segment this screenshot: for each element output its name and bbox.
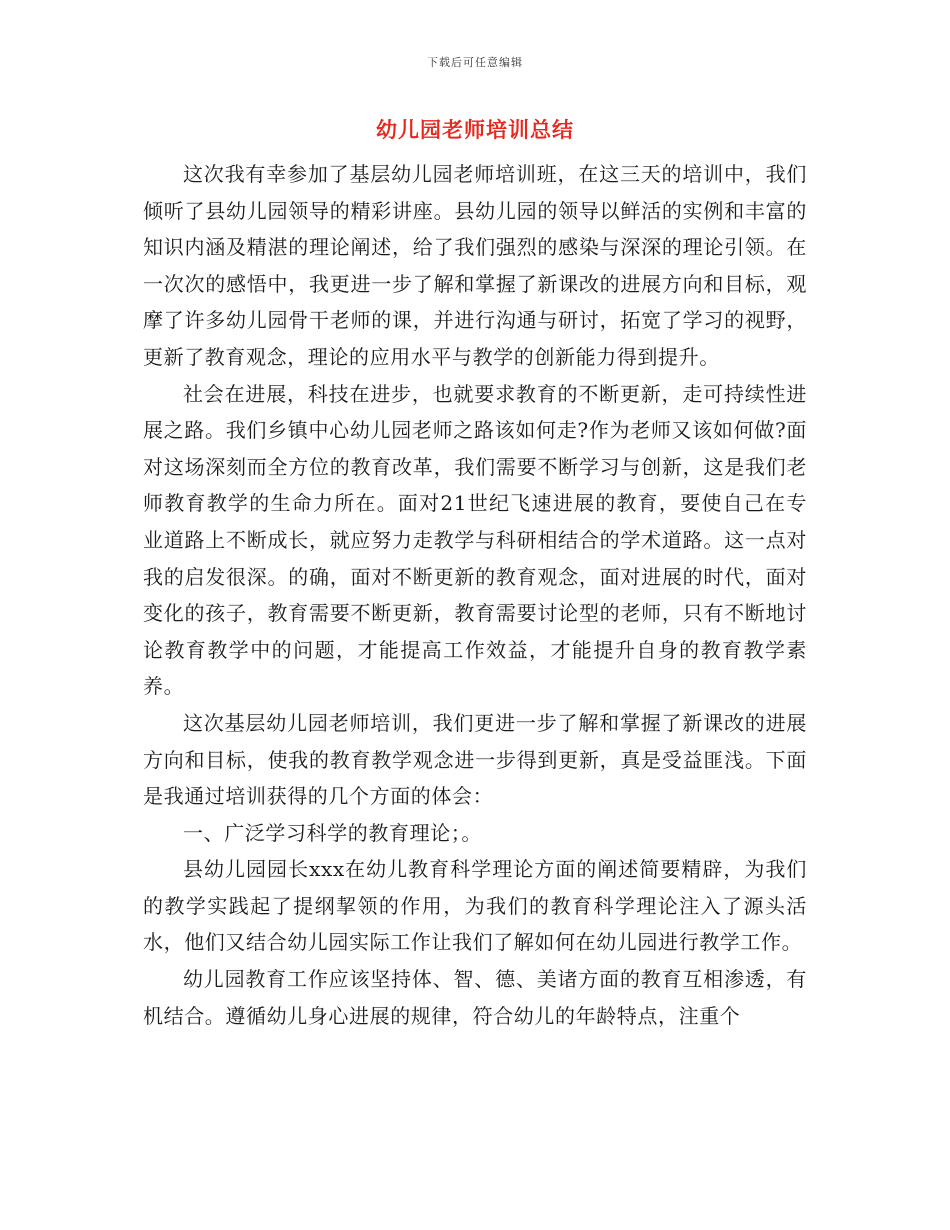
header-note: 下载后可任意编辑 <box>427 56 523 69</box>
paragraph-6: 幼儿园教育工作应该坚持体、智、德、美诸方面的教育互相渗透，有机结合。遵循幼儿身心进展的规律，符合幼儿的年龄特点，注重个 <box>143 967 807 1028</box>
paragraph-3: 这次基层幼儿园老师培训，我们更进一步了解和掌握了新课改的进展方向和目标，使我的教育教学观念进一步得到更新，真是受益匪浅。下面是我通过培训获得的几个方面的体会： <box>143 710 807 809</box>
paragraph-1: 这次我有幸参加了基层幼儿园老师培训班，在这三天的培训中，我们倾听了县幼儿园领导的精彩讲座。县幼儿园的领导以鲜活的实例和丰富的知识内涵及精湛的理论阐述，给了我们强烈的感染与深深的理论引领。在一次次的感悟中，我更进一步了解和掌握了新课改的进展方向和目标，观摩了许多幼儿园骨干老师的课，并进行沟通与研讨，拓宽了学习的视野，更新了教育观念，理论的应用水平与教学的创新能力得到提升。 <box>143 162 807 369</box>
document-body <box>143 156 807 1034</box>
paragraph-4: 一、广泛学习科学的教育理论；。 <box>183 820 482 845</box>
paragraph-5: 县幼儿园园长xxx在幼儿教育科学理论方面的阐述简要精辟，为我们的教学实践起了提纲挈领的作用，为我们的教育科学理论注入了源头活水，他们又结合幼儿园实际工作让我们了解如何在幼儿园进行教学工作。 <box>143 857 807 955</box>
document-title: 幼儿园老师培训总结 <box>376 117 574 142</box>
paragraph-2: 社会在进展，科技在进步，也就要求教育的不断更新，走可持续性进展之路。我们乡镇中心幼儿园老师之路该如何走?作为老师又该如何做?面对这场深刻而全方位的教育改革，我们需要不断学习与创新，这是我们老师教育教学的生命力所在。面对21世纪飞速进展的教育，要使自己在专业道路上不断成长，就应努力走教学与科研相结合的学术道路。这一点对我的启发很深。的确，面对不断更新的教育观念，面对进展的时代，面对变化的孩子，教育需要不断更新，教育需要讨论型的老师，只有不断地讨论教育教学中的问题，才能提高工作效益，才能提升自身的教育教学素养。 <box>143 381 807 699</box>
